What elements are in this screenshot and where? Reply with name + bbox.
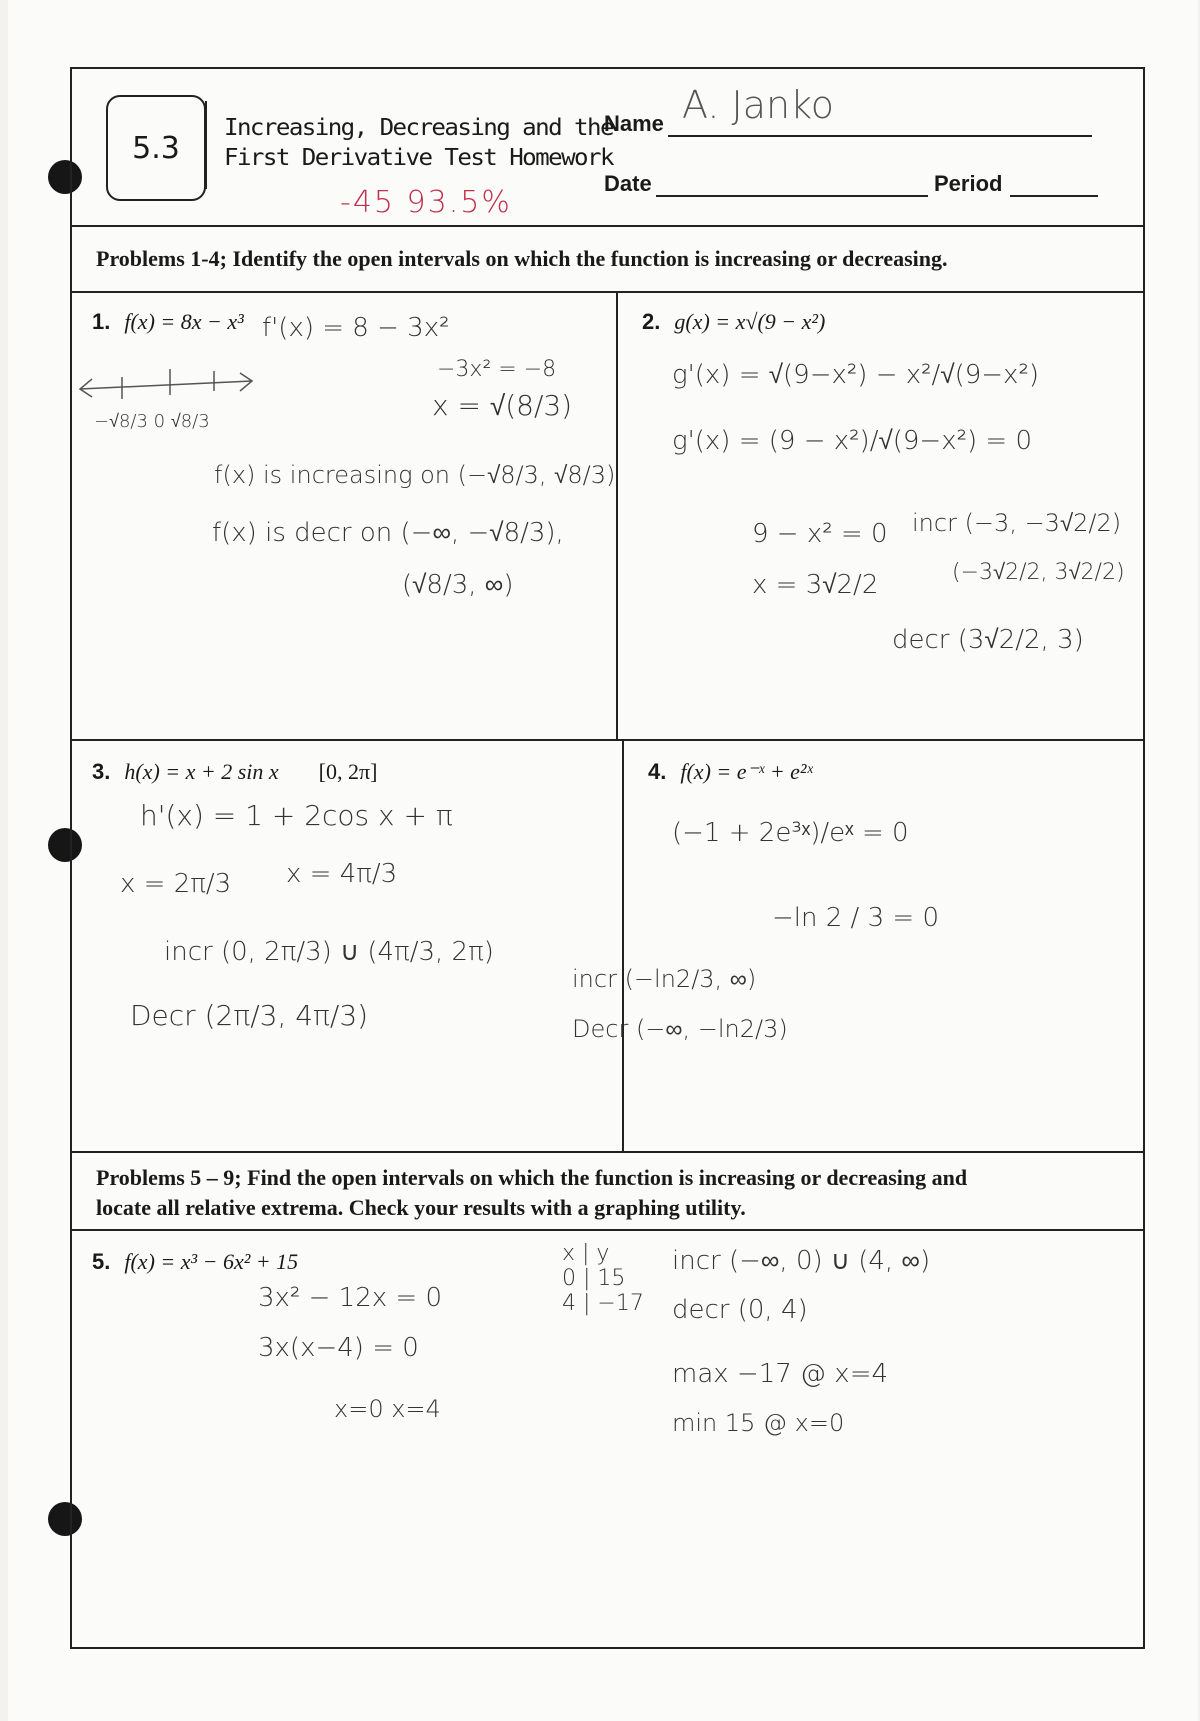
problem-4-work: Decr (−∞, −ln2/3) [572, 1015, 788, 1043]
score-mark: -45 93.5% [340, 185, 512, 220]
row-divider [72, 739, 1143, 741]
column-divider [616, 291, 618, 739]
problem-2-work: incr (−3, −3√2/2) [912, 509, 1122, 537]
xy-table: x | y 0 | 15 4 | −17 [562, 1241, 644, 1316]
problem-5-work: decr (0, 4) [672, 1295, 808, 1325]
problem-2: 2. g(x) = x√(9 − x²) [642, 309, 826, 334]
problem-1-work: (√8/3, ∞) [402, 570, 514, 600]
problem-3-work: x = 4π/3 [286, 859, 398, 889]
problem-4: 4. f(x) = e⁻ˣ + e²ˣ [648, 759, 813, 784]
problem-2-work: (−3√2/2, 3√2/2) [952, 560, 1125, 585]
instructions-part2: Problems 5 – 9; Find the open intervals on which the function is increasing or decreasing and locate all relative extrema. Check your results with a graphing utility. [96, 1165, 968, 1220]
problem-3-work: x = 2π/3 [120, 869, 232, 899]
problem-5-work: 3x(x−4) = 0 [258, 1333, 419, 1363]
worksheet [70, 67, 1145, 1649]
name-value: A. Janko [682, 83, 834, 127]
problem-2-work: x = 3√2/2 [752, 570, 879, 600]
period-line [1010, 195, 1098, 197]
problem-4-work: incr (−ln2/3, ∞) [572, 965, 757, 993]
problem-1-work: −3x² = −8 [437, 357, 557, 382]
problem-4-work: −ln 2 / 3 = 0 [772, 903, 939, 933]
problem-2-work: decr (3√2/2, 3) [892, 625, 1084, 655]
problem-1-work: −√8/3 0 √8/3 [94, 411, 210, 432]
problem-2-work: g'(x) = √(9−x²) − x²/√(9−x²) [672, 360, 1040, 390]
problem-3-work: incr (0, 2π/3) ∪ (4π/3, 2π) [164, 937, 494, 967]
column-divider [622, 739, 624, 1151]
row-divider [72, 291, 1143, 293]
period-label: Period [934, 171, 1003, 196]
problem-2-work: 9 − x² = 0 [752, 519, 888, 549]
worksheet-title: Increasing, Decreasing and the First Derivative Test Homework [224, 115, 613, 171]
problem-3: 3. h(x) = x + 2 sin x [0, 2π] [92, 759, 378, 784]
problem-1-work: f(x) is decr on (−∞, −√8/3), [212, 518, 564, 548]
problem-5-work: x=0 x=4 [334, 1395, 441, 1423]
row-divider [72, 1151, 1143, 1153]
date-line [656, 195, 928, 197]
date-label: Date [604, 171, 652, 196]
problem-5-work: 3x² − 12x = 0 [258, 1283, 442, 1313]
problem-3-work: Decr (2π/3, 4π/3) [130, 999, 369, 1032]
problem-3-work: h'(x) = 1 + 2cos x + π [140, 799, 453, 832]
name-line [668, 135, 1092, 137]
problem-1-work: f(x) is increasing on (−√8/3, √8/3) [214, 461, 616, 489]
name-label: Name [604, 111, 664, 136]
header-divider [205, 101, 207, 189]
worksheet-header [72, 69, 1143, 227]
problem-2-work: g'(x) = (9 − x²)/√(9−x²) = 0 [672, 426, 1033, 456]
instructions-part1: Problems 1-4; Identify the open intervals on which the function is increasing or decreasing. [96, 246, 948, 271]
problem-5-work: incr (−∞, 0) ∪ (4, ∞) [672, 1246, 931, 1276]
section-number: 5.3 [106, 95, 206, 201]
problem-5-work: min 15 @ x=0 [672, 1409, 845, 1437]
problem-4-work: (−1 + 2e³ˣ)/eˣ = 0 [672, 818, 909, 848]
row-divider [72, 1229, 1143, 1231]
problem-5: 5. f(x) = x³ − 6x² + 15 [92, 1249, 299, 1274]
problem-5-work: max −17 @ x=4 [672, 1359, 889, 1389]
number-line-sketch [72, 359, 272, 419]
problem-1: 1. f(x) = 8x − x³ [92, 309, 244, 334]
problem-1-work: f'(x) = 8 − 3x² [262, 313, 450, 343]
problem-1-work: x = √(8/3) [432, 389, 573, 422]
